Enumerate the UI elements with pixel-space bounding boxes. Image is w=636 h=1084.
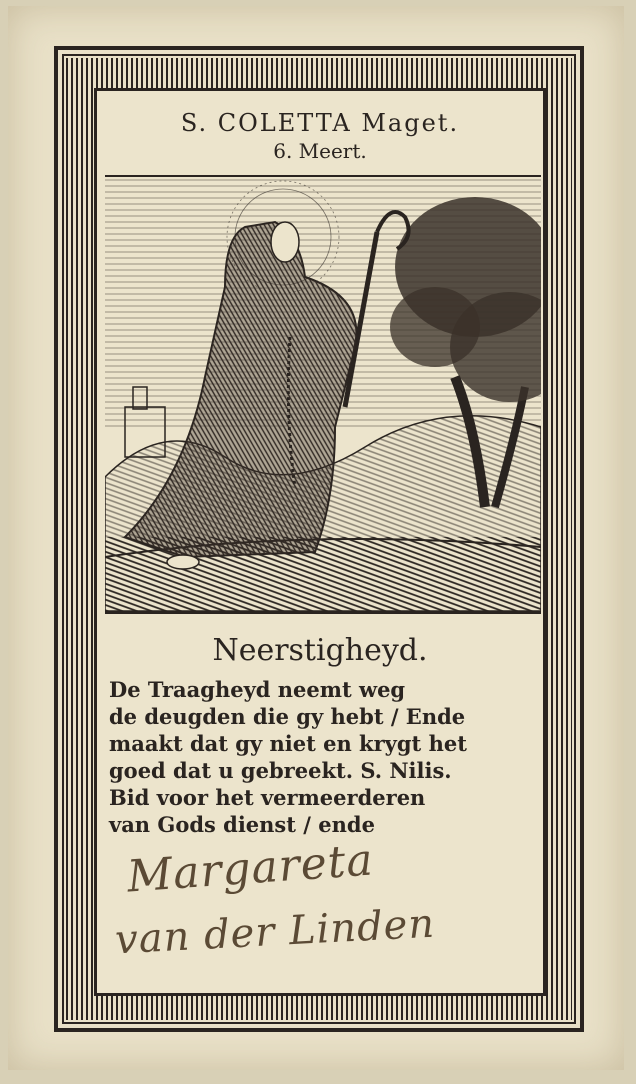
verse-text: De Traagheyd neemt weg de deugden die gy hebt / Ende maakt dat gy niet en krygt het goed dat u gebreekt. S. Nilis. Bid voor het vermeerderen van Gods dienst / ende <box>109 677 467 837</box>
feast-date: 6. Meert. <box>273 139 367 163</box>
handwritten-signature-given-name: Margareta <box>125 834 376 903</box>
virtue-heading: Neerstigheyd. <box>212 633 428 668</box>
saint-engraving <box>105 175 541 614</box>
handwritten-signature-surname: van der Linden <box>114 900 437 964</box>
card-panel <box>94 88 546 996</box>
saint-title: S. COLETTA Maget. <box>180 109 460 137</box>
engraving-illustration <box>105 177 541 611</box>
